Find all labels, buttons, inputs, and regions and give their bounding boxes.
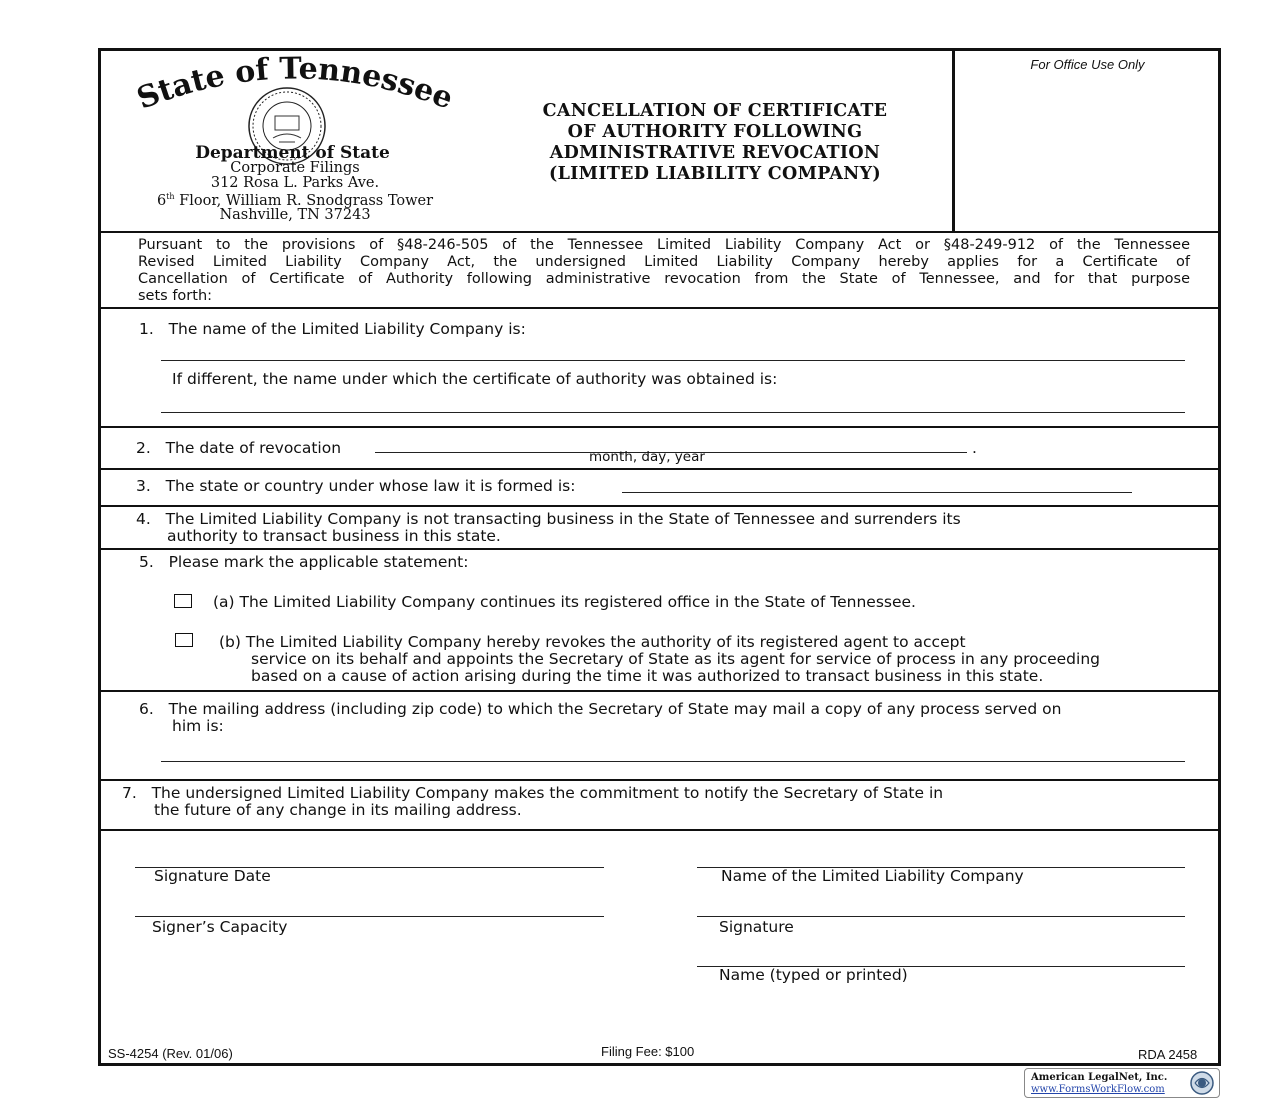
vendor-name: American LegalNet, Inc.	[1031, 1072, 1168, 1083]
department-name: Department of State	[195, 143, 390, 163]
intro-line: Revised Limited Liability Company Act, the undersigned Limited Liability Company hereby applies for a Certificate of	[138, 254, 1190, 270]
intro-line: Pursuant to the provisions of §48-246-505 of the Tennessee Limited Liability Company Act or §48-249-912 of the Tennessee	[138, 237, 1190, 253]
address-line: 312 Rosa L. Parks Ave.	[210, 174, 380, 191]
intro-line: sets forth:	[138, 288, 213, 304]
form-id: SS-4254 (Rev. 01/06)	[108, 1046, 233, 1061]
typed-name-label: Name (typed or printed)	[719, 966, 908, 984]
title-line: OF AUTHORITY FOLLOWING	[567, 122, 863, 142]
original-name-field[interactable]	[161, 412, 1185, 413]
divider	[98, 690, 1221, 692]
signer-capacity-field[interactable]	[135, 916, 604, 917]
globe-icon	[1189, 1070, 1215, 1096]
vendor-badge[interactable]	[1024, 1068, 1220, 1098]
option-a-text: (a) The Limited Liability Company continues its registered office in the State of Tennessee.	[213, 593, 916, 611]
intro-paragraph	[138, 237, 1190, 305]
divider	[98, 468, 1221, 470]
divider	[98, 829, 1221, 831]
item-1-sub-label: If different, the name under which the certificate of authority was obtained is:	[172, 370, 778, 388]
address-line: Nashville, TN 37243	[219, 207, 371, 224]
signature-date-label: Signature Date	[154, 867, 271, 885]
intro-line: Cancellation of Certificate of Authority following administrative revocation from the State of Tennessee, and for that purpose	[138, 271, 1190, 287]
item-5-label: 5. Please mark the applicable statement:	[139, 553, 469, 571]
company-name-field[interactable]	[161, 360, 1185, 361]
date-hint: month, day, year	[589, 449, 705, 465]
divider	[98, 505, 1221, 507]
item-3-label: 3. The state or country under whose law it is formed is:	[136, 477, 576, 495]
signer-capacity-label: Signer’s Capacity	[152, 918, 288, 936]
option-a-checkbox[interactable]	[174, 594, 192, 608]
office-use-divider	[952, 50, 955, 231]
title-line: CANCELLATION OF CERTIFICATE	[542, 101, 888, 121]
item-4-text: 4. The Limited Liability Company is not transacting business in the State of Tennessee and surrenders its authority to transact business in this state.	[136, 510, 961, 545]
address-line: Corporate Filings	[230, 160, 360, 176]
title-line: (LIMITED LIABILITY COMPANY)	[549, 164, 881, 184]
rda-code: RDA 2458	[1138, 1047, 1198, 1062]
mailing-address-field[interactable]	[161, 761, 1185, 762]
svg-text:State of Tennessee: State of Tennessee	[132, 52, 458, 117]
title-line: ADMINISTRATIVE REVOCATION	[549, 143, 881, 163]
divider	[98, 548, 1221, 550]
option-b-text: (b) The Limited Liability Company hereby revokes the authority of its registered agent to accept service on its behalf and appoints the Secretary of State as its agent for service of process in any proceeding based on a cause of action arising during the time it was authorized to transact business in this state.	[219, 633, 1100, 685]
vendor-url[interactable]: www.FormsWorkFlow.com	[1031, 1084, 1165, 1095]
item-2-label: 2. The date of revocation	[136, 439, 342, 457]
divider	[98, 307, 1221, 309]
period: .	[972, 439, 977, 457]
item-6-text: 6. The mailing address (including zip code) to which the Secretary of State may mail a copy of any process served on him is:	[139, 700, 1062, 735]
option-b-checkbox[interactable]	[175, 633, 193, 647]
office-use-label: For Office Use Only	[1030, 57, 1145, 72]
divider	[98, 231, 1221, 233]
divider	[98, 779, 1221, 781]
signature-label: Signature	[719, 918, 794, 936]
signature-field[interactable]	[697, 916, 1185, 917]
jurisdiction-field[interactable]	[622, 492, 1132, 493]
divider	[98, 426, 1221, 428]
company-name-label: Name of the Limited Liability Company	[721, 867, 1024, 885]
address-block	[125, 161, 465, 223]
item-1-label: 1. The name of the Limited Liability Company is:	[139, 320, 526, 338]
filing-fee: Filing Fee: $100	[601, 1044, 695, 1059]
form-title	[480, 101, 950, 185]
item-7-text: 7. The undersigned Limited Liability Company makes the commitment to notify the Secretary of State in the future of any change in its mailing address.	[122, 784, 944, 819]
address-line: 6th Floor, William R. Snodgrass Tower	[156, 192, 434, 209]
